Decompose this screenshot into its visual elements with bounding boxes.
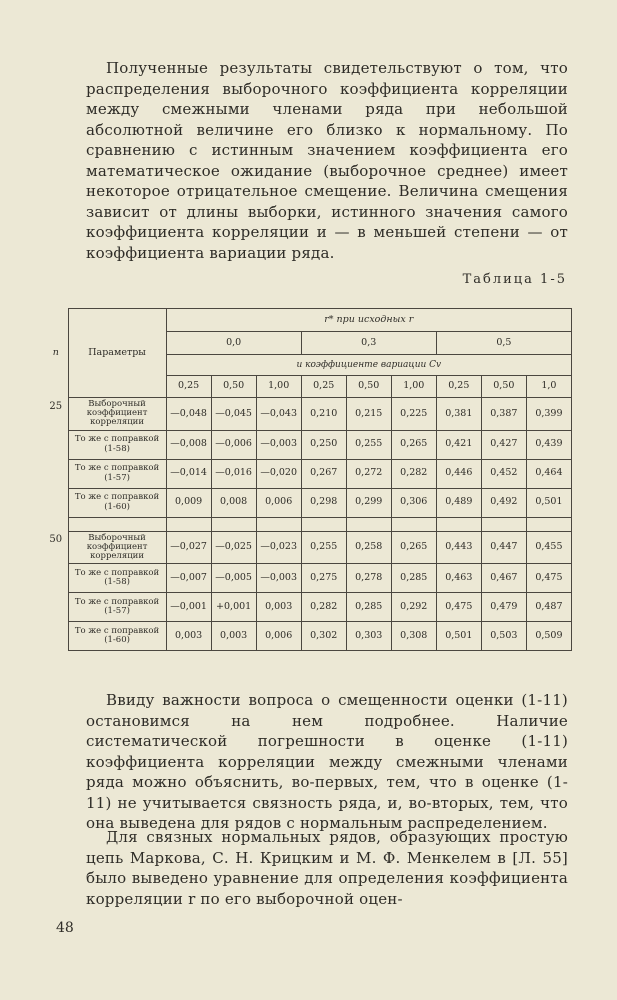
cell-value: 0,275 [301,564,346,593]
cell-value: 0,006 [256,488,301,517]
cell-value: 0,267 [301,459,346,488]
cell-value: —0,045 [211,398,256,431]
paragraph-intro: Полученные результаты свидетельствуют о том, что распределения выборочного коэффициента корреляции между смежными членами ряда при небольшой абсолютной величине его близко к нормальному. По сравнению с истинным значением коэффициента его математическое ожидание (выборочное среднее) имеет некоторое отрицательное смещение. Величина смещения зависит от длины выборки, истинного значения самого коэффициента корреляции и — в меньшей степени — от коэффициента вариации ряда. [86,59,568,262]
cell-value: 0,003 [166,622,211,651]
cell-value: —0,003 [256,430,301,459]
header-cv-title: и коэффициенте вариации Cv [166,355,571,376]
table-row [44,593,572,622]
cell-value: —0,003 [256,564,301,593]
cell-value: 0,306 [391,488,436,517]
cell-n-empty [44,564,68,593]
cell-value: 0,282 [391,459,436,488]
cell-value: 0,282 [301,593,346,622]
cell-parameter: То же с поправкой (1-60) [68,488,166,517]
table-container [44,308,572,651]
cell-value: 0,467 [481,564,526,593]
cell-parameter: Выборочный коэффициент корреляции [68,398,166,431]
cell-value: 0,479 [481,593,526,622]
cell-value: 0,487 [526,593,571,622]
cell-value: 0,009 [166,488,211,517]
table-body [44,398,572,651]
header-r-value: 0,3 [301,332,436,355]
table-row [44,622,572,651]
cell-value: 0,285 [346,593,391,622]
spacer-cell [256,517,301,531]
header-cv-value: 0,50 [481,376,526,398]
header-cv-value: 0,25 [301,376,346,398]
cell-n-empty [44,459,68,488]
cell-value: 0,255 [301,531,346,564]
cell-value: 0,265 [391,430,436,459]
table-row [44,430,572,459]
cell-value: 0,258 [346,531,391,564]
spacer-cell [391,517,436,531]
cell-value: —0,023 [256,531,301,564]
cell-n-empty [44,488,68,517]
cell-value: 0,298 [301,488,346,517]
cell-parameter: То же с поправкой (1-57) [68,459,166,488]
cell-value: 0,292 [391,593,436,622]
spacer-cell [436,517,481,531]
cell-value: 0,265 [391,531,436,564]
cell-value: 0,455 [526,531,571,564]
cell-value: 0,003 [211,622,256,651]
table-row [44,488,572,517]
cell-n: 50 [44,531,68,564]
spacer-cell [346,517,391,531]
cell-value: 0,447 [481,531,526,564]
cell-parameter: То же с поправкой (1-58) [68,564,166,593]
cell-value: 0,272 [346,459,391,488]
spacer-cell [301,517,346,531]
cell-value: 0,501 [526,488,571,517]
cell-value: 0,443 [436,531,481,564]
page-number: 48 [56,920,74,936]
cell-value: 0,452 [481,459,526,488]
cell-value: 0,464 [526,459,571,488]
cell-value: 0,215 [346,398,391,431]
header-n: n [44,309,68,398]
cell-value: 0,299 [346,488,391,517]
spacer-cell [526,517,571,531]
cell-value: 0,501 [436,622,481,651]
table-caption: Таблица 1-5 [462,272,567,287]
cell-value: —0,020 [256,459,301,488]
spacer-cell [211,517,256,531]
paragraph-bias: Ввиду важности вопроса о смещенности оценки (1-11) остановимся на нем подробнее. Наличие систематической погрешности в оценке (1-11) коэффициента корреляции между смежными членами ряда можно объяснить, во-первых, тем, что в оценке (1-11) не учитывается связность ряда, и, во-вторых, тем, что она выведена для рядов с нормальным распределением. [86,691,568,832]
cell-value: 0,475 [436,593,481,622]
cell-parameter: То же с поправкой (1-58) [68,430,166,459]
table-row [44,531,572,564]
cell-value: —0,007 [166,564,211,593]
cell-parameter: То же с поправкой (1-57) [68,593,166,622]
cell-value: 0,303 [346,622,391,651]
cell-value: 0,250 [301,430,346,459]
header-cv-value: 0,25 [436,376,481,398]
cell-n: 25 [44,398,68,431]
cell-value: 0,006 [256,622,301,651]
cell-value: 0,278 [346,564,391,593]
cell-n-empty [44,430,68,459]
header-r-title: r* при исходных r [166,309,571,332]
cell-value: 0,381 [436,398,481,431]
cell-n-empty [44,622,68,651]
cell-value: 0,308 [391,622,436,651]
cell-value: 0,421 [436,430,481,459]
cell-value: 0,399 [526,398,571,431]
header-r-value: 0,0 [166,332,301,355]
cell-value: 0,255 [346,430,391,459]
cell-value: 0,446 [436,459,481,488]
header-r-value: 0,5 [436,332,571,355]
cell-value: —0,043 [256,398,301,431]
cell-value: 0,003 [256,593,301,622]
cell-value: —0,008 [166,430,211,459]
spacer-cell [481,517,526,531]
spacer-cell [68,517,166,531]
cell-value: 0,463 [436,564,481,593]
table-row [44,564,572,593]
cell-value: 0,210 [301,398,346,431]
cell-parameter: То же с поправкой (1-60) [68,622,166,651]
cell-value: 0,475 [526,564,571,593]
cell-value: 0,427 [481,430,526,459]
cell-value: +0,001 [211,593,256,622]
cell-value: —0,014 [166,459,211,488]
header-cv-value: 0,50 [346,376,391,398]
header-cv-value: 0,25 [166,376,211,398]
cell-value: 0,008 [211,488,256,517]
paragraph-markov: Для связных нормальных рядов, образующих простую цепь Маркова, С. Н. Крицким и М. Ф. Менкелем в [Л. 55] было выведено уравнение для определения коэффициента корреляции r по его выборочной оцен- [86,828,568,908]
header-params: Параметры [68,309,166,398]
group-spacer [44,517,572,531]
header-cv-value: 1,00 [256,376,301,398]
header-cv-value: 0,50 [211,376,256,398]
cell-value: 0,439 [526,430,571,459]
header-cv-value: 1,0 [526,376,571,398]
cell-value: —0,016 [211,459,256,488]
cell-n-empty [44,593,68,622]
table-row [44,459,572,488]
cell-value: —0,006 [211,430,256,459]
cell-value: —0,005 [211,564,256,593]
cell-value: 0,302 [301,622,346,651]
cell-value: —0,001 [166,593,211,622]
cell-value: 0,503 [481,622,526,651]
cell-value: 0,489 [436,488,481,517]
cell-value: 0,285 [391,564,436,593]
cell-value: 0,492 [481,488,526,517]
cell-value: 0,387 [481,398,526,431]
cell-value: —0,048 [166,398,211,431]
cell-parameter: Выборочный коэффициент корреляции [68,531,166,564]
header-cv-value: 1,00 [391,376,436,398]
cell-value: —0,027 [166,531,211,564]
cell-value: —0,025 [211,531,256,564]
cell-value: 0,225 [391,398,436,431]
data-table [44,308,572,651]
spacer-cell [44,517,68,531]
cell-value: 0,509 [526,622,571,651]
spacer-cell [166,517,211,531]
table-row [44,398,572,431]
